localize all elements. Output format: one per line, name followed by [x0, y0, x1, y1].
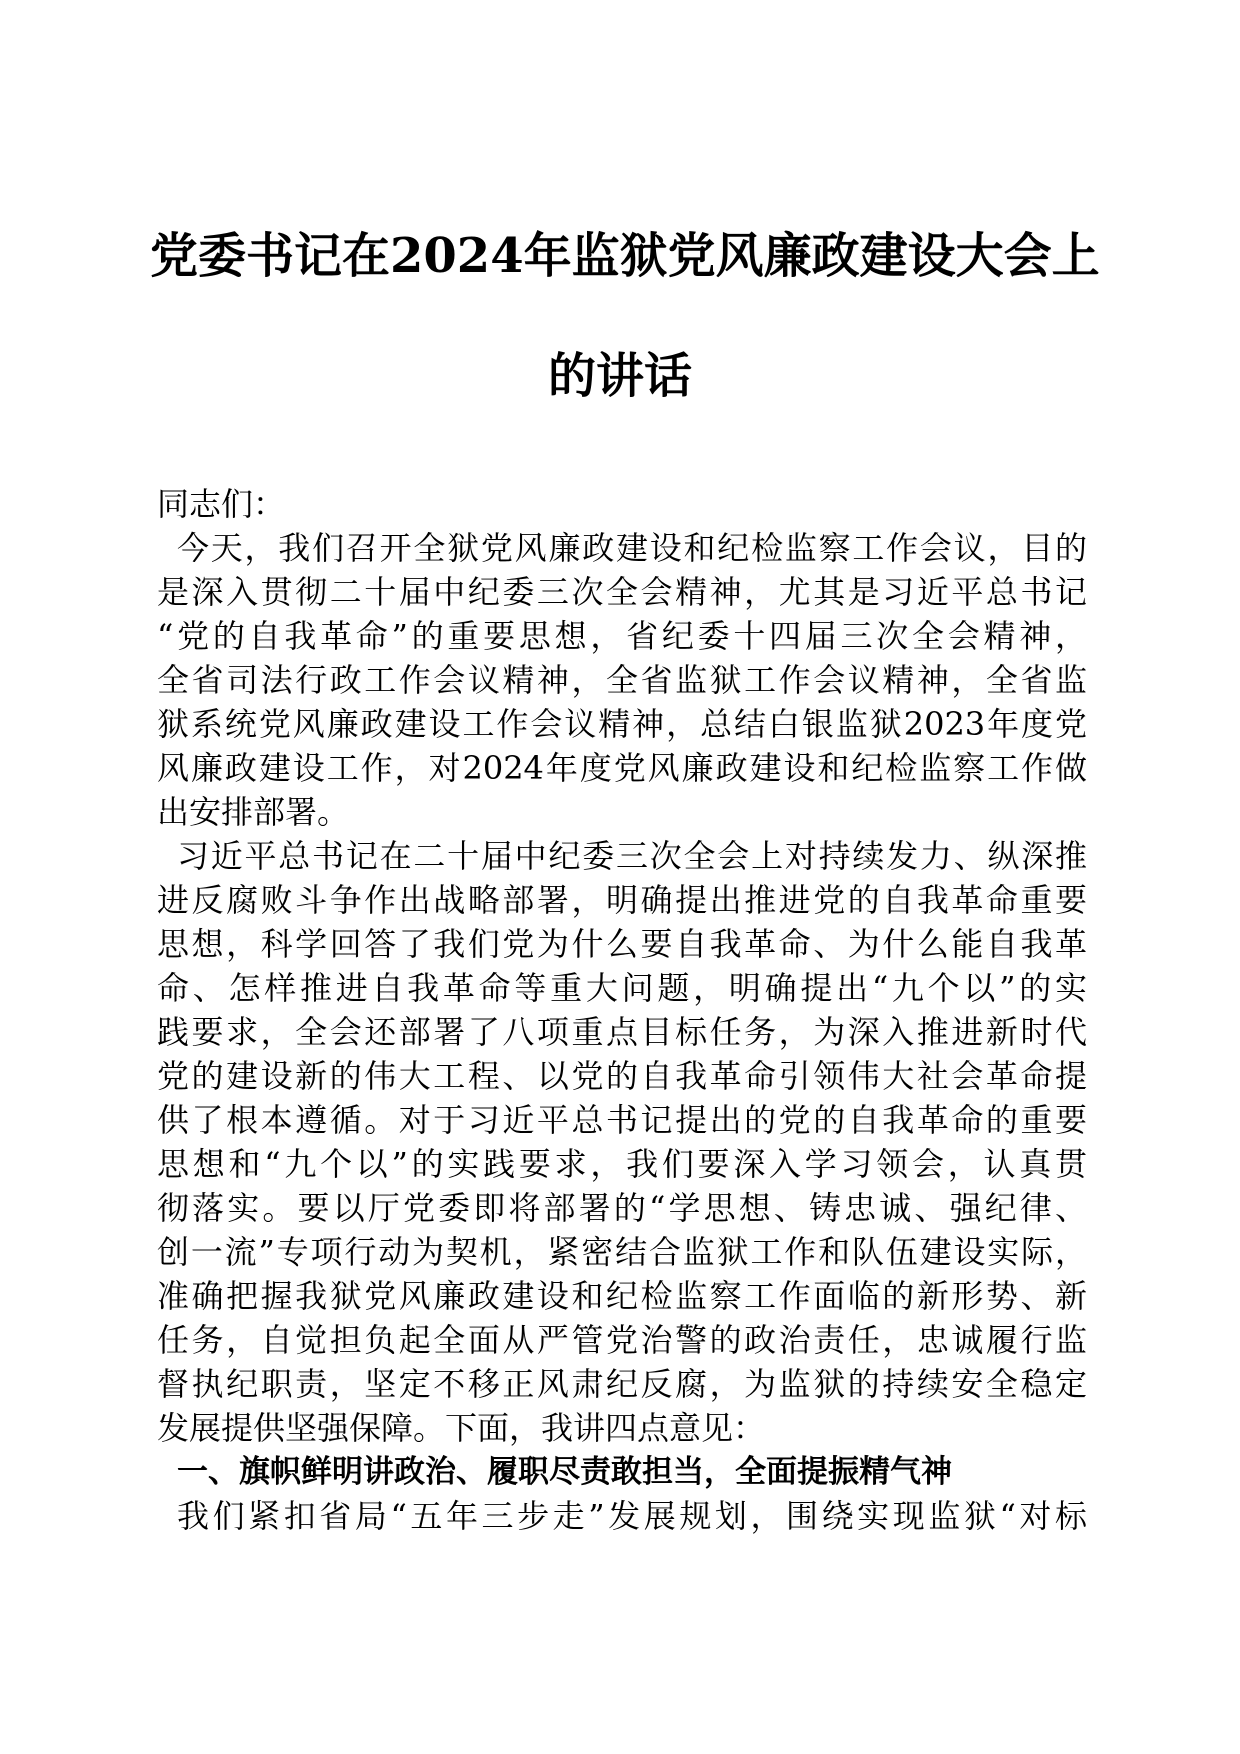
paragraph-2-line-1: 习近平总书记在二十届中纪委三次全会上对持续发力、纵深推 [177, 837, 1087, 875]
paragraph-2-line-5: 践要求，全会还部署了八项重点目标任务，为深入推进新时代 [157, 1013, 1087, 1051]
paragraph-2-line-6: 党的建设新的伟大工程、以党的自我革命引领伟大社会革命提 [157, 1057, 1087, 1095]
paragraph-2-line-9: 彻落实。要以厅党委即将部署的“学思想、铸忠诚、强纪律、 [157, 1189, 1087, 1227]
paragraph-1-line-7: 出安排部署。 [157, 793, 350, 831]
paragraph-3-line-1: 我们紧扣省局“五年三步走”发展规划，围绕实现监狱“对标 [177, 1497, 1087, 1535]
paragraph-2-line-11: 准确把握我狱党风廉政建设和纪检监察工作面临的新形势、新 [157, 1277, 1087, 1315]
paragraph-1-line-1: 今天，我们召开全狱党风廉政建设和纪检监察工作会议，目的 [177, 529, 1087, 567]
paragraph-2-line-13: 督执纪职责，坚定不移正风肃纪反腐，为监狱的持续安全稳定 [157, 1365, 1087, 1403]
paragraph-1-line-2: 是深入贯彻二十届中纪委三次全会精神，尤其是习近平总书记 [157, 573, 1087, 611]
section-1-heading: 一、旗帜鲜明讲政治、履职尽责敢担当，全面提振精气神 [177, 1454, 952, 1490]
paragraph-2-line-10: 创一流”专项行动为契机，紧密结合监狱工作和队伍建设实际， [157, 1233, 1087, 1271]
paragraph-2-line-14: 发展提供坚强保障。下面，我讲四点意见： [157, 1409, 766, 1447]
paragraph-1-line-5: 狱系统党风廉政建设工作会议精神，总结白银监狱2023年度党 [157, 705, 1087, 743]
paragraph-2-line-7: 供了根本遵循。对于习近平总书记提出的党的自我革命的重要 [157, 1101, 1087, 1139]
paragraph-1-line-6: 风廉政建设工作，对2024年度党风廉政建设和纪检监察工作做 [157, 749, 1087, 787]
document-title-line-2: 的讲话 [547, 348, 692, 404]
paragraph-2-line-8: 思想和“九个以”的实践要求，我们要深入学习领会，认真贯 [157, 1145, 1087, 1183]
paragraph-2-line-2: 进反腐败斗争作出战略部署，明确提出推进党的自我革命重要 [157, 881, 1087, 919]
salutation: 同志们： [157, 485, 286, 523]
paragraph-1-line-3: “党的自我革命”的重要思想，省纪委十四届三次全会精神， [157, 617, 1087, 655]
paragraph-1-line-4: 全省司法行政工作会议精神，全省监狱工作会议精神，全省监 [157, 661, 1087, 699]
paragraph-2-line-4: 命、怎样推进自我革命等重大问题，明确提出“九个以”的实 [157, 969, 1087, 1007]
paragraph-2-line-12: 任务，自觉担负起全面从严管党治警的政治责任，忠诚履行监 [157, 1321, 1087, 1359]
paragraph-2-line-3: 思想，科学回答了我们党为什么要自我革命、为什么能自我革 [157, 925, 1087, 963]
document-title-line-1: 党委书记在2024年监狱党风廉政建设大会上 [150, 228, 1100, 284]
